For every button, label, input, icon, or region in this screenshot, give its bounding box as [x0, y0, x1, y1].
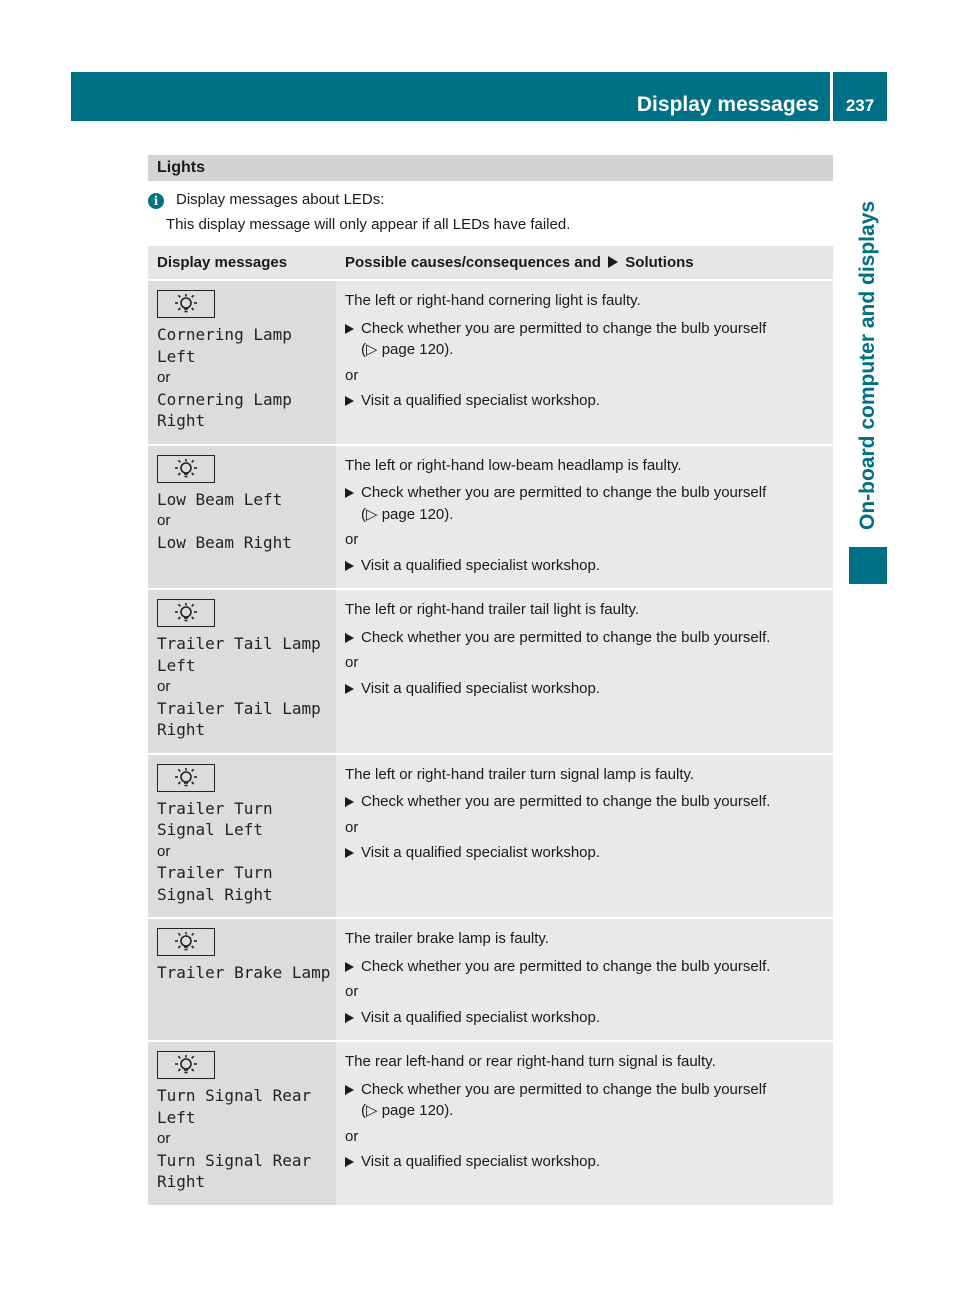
side-tab-marker: [849, 547, 887, 584]
display-message-primary: Low Beam Left: [157, 489, 283, 509]
solution-step: [345, 390, 833, 412]
table-row: [148, 280, 833, 445]
step-text: Visit a qualified specialist workshop.: [361, 844, 601, 861]
step-arrow-icon: [345, 561, 354, 571]
step-arrow-icon: [345, 1085, 354, 1095]
bulb-indicator: [157, 764, 215, 792]
or-separator: or: [157, 678, 171, 695]
or-separator: or: [345, 818, 359, 836]
step-text: Visit a qualified specialist workshop.: [361, 556, 601, 574]
display-message-alternate: Low Beam Right: [157, 532, 292, 552]
step-text: Visit a qualified specialist workshop.: [361, 1153, 601, 1170]
solution-step: [345, 1079, 833, 1122]
causes-solutions-cell: [336, 589, 833, 754]
display-message-cell: [148, 589, 336, 754]
step-arrow-icon: [345, 1157, 354, 1167]
step-arrow-icon: [345, 848, 354, 858]
step-arrow-icon: [345, 684, 354, 694]
display-message-cell: [148, 445, 336, 590]
table-row: [148, 589, 833, 754]
solution-step: [345, 956, 833, 978]
or-separator: or: [345, 531, 359, 548]
bulb-icon: [173, 602, 199, 624]
solution-step: [345, 791, 833, 813]
causes-solutions-cell: [336, 918, 833, 1041]
arrow-icon: [608, 256, 618, 268]
step-text: Check whether you are permitted to change the bulb yourself.: [361, 957, 771, 975]
step-text: Check whether you are permitted to change the bulb yourself: [361, 1080, 767, 1098]
info-note: This display message will only appear if all LEDs have failed.: [166, 216, 571, 233]
step-text: Check whether you are permitted to change the bulb yourself: [361, 319, 767, 337]
cause-text: The left or right-hand trailer tail light is faulty.: [345, 601, 640, 618]
display-message-alternate: Trailer Turn Signal Right: [157, 863, 273, 904]
solution-step: [345, 678, 833, 700]
step-text: Visit a qualified specialist workshop.: [361, 1008, 601, 1026]
display-message-cell: [148, 280, 336, 445]
display-message-primary: Turn Signal Rear Left: [157, 1086, 312, 1127]
solution-step: [345, 318, 833, 361]
bulb-indicator: [157, 455, 215, 483]
side-tab-label: On-board computer and displays: [856, 200, 879, 530]
step-text: Check whether you are permitted to change the bulb yourself.: [361, 628, 771, 646]
step-arrow-icon: [345, 396, 354, 406]
display-message-cell: [148, 1041, 336, 1206]
col-header-causes: Possible causes/consequences and: [345, 254, 601, 271]
step-arrow-icon: [345, 633, 354, 643]
step-text: Visit a qualified specialist workshop.: [361, 679, 601, 697]
page-reference: (▷ page 120).: [361, 505, 454, 523]
cause-text: The trailer brake lamp is faulty.: [345, 930, 549, 947]
step-arrow-icon: [345, 488, 354, 498]
display-message-primary: Trailer Brake Lamp: [157, 963, 331, 982]
solution-step: [345, 1151, 833, 1173]
solution-step: [345, 555, 833, 577]
side-tab: [848, 170, 888, 535]
info-icon: i: [148, 193, 164, 209]
bulb-indicator: [157, 290, 215, 318]
solution-step: [345, 842, 833, 864]
table-row: [148, 918, 833, 1041]
or-separator: or: [157, 512, 171, 529]
step-arrow-icon: [345, 1013, 354, 1023]
display-message-cell: [148, 754, 336, 919]
messages-table: [148, 246, 833, 1207]
bulb-indicator: [157, 928, 215, 956]
table-row: [148, 1041, 833, 1206]
or-separator: or: [345, 1127, 359, 1145]
page-reference: (▷ page 120).: [361, 341, 454, 358]
step-text: Check whether you are permitted to change the bulb yourself: [361, 484, 767, 501]
bulb-icon: [173, 931, 199, 953]
step-text: Visit a qualified specialist workshop.: [361, 392, 601, 409]
table-row: [148, 445, 833, 590]
causes-solutions-cell: [336, 1041, 833, 1206]
display-message-primary: Trailer Turn Signal Left: [157, 798, 273, 839]
section-title: Lights: [148, 155, 833, 181]
table-row: [148, 754, 833, 919]
or-separator: or: [345, 366, 359, 384]
cause-text: The left or right-hand trailer turn signal lamp is faulty.: [345, 765, 695, 783]
bulb-indicator: [157, 599, 215, 627]
cause-text: The rear left-hand or rear right-hand turn signal is faulty.: [345, 1053, 716, 1070]
or-separator: or: [157, 1130, 171, 1147]
or-separator: or: [345, 654, 359, 671]
page-header: [71, 72, 887, 121]
display-message-alternate: Trailer Tail Lamp Right: [157, 698, 321, 739]
causes-solutions-cell: [336, 445, 833, 590]
display-message-primary: Cornering Lamp Left: [157, 325, 292, 366]
col-header-display-messages: Display messages: [148, 246, 336, 280]
step-arrow-icon: [345, 797, 354, 807]
page-reference: (▷ page 120).: [361, 1102, 454, 1119]
display-message-cell: [148, 918, 336, 1041]
solution-step: [345, 482, 833, 525]
or-separator: or: [157, 842, 171, 860]
header-title: Display messages: [636, 93, 819, 116]
cause-text: The left or right-hand low-beam headlamp is faulty.: [345, 456, 682, 474]
step-text: Check whether you are permitted to change the bulb yourself.: [361, 793, 771, 810]
bulb-icon: [173, 767, 199, 789]
step-arrow-icon: [345, 962, 354, 972]
bulb-icon: [173, 1054, 199, 1076]
display-message-alternate: Turn Signal Rear Right: [157, 1150, 312, 1191]
causes-solutions-cell: [336, 280, 833, 445]
step-arrow-icon: [345, 324, 354, 334]
bulb-indicator: [157, 1051, 215, 1079]
info-text: Display messages about LEDs:: [176, 191, 385, 208]
display-message-primary: Trailer Tail Lamp Left: [157, 634, 321, 675]
col-header-causes-solutions: [336, 246, 833, 280]
table-header-row: [148, 246, 833, 280]
causes-solutions-cell: [336, 754, 833, 919]
solution-step: [345, 1007, 833, 1029]
or-separator: or: [345, 983, 359, 1000]
or-separator: or: [157, 369, 171, 386]
solution-step: [345, 627, 833, 649]
col-header-solutions: Solutions: [625, 254, 694, 271]
bulb-icon: [173, 293, 199, 315]
page-number: 237: [845, 96, 875, 115]
bulb-icon: [173, 458, 199, 480]
cause-text: The left or right-hand cornering light is faulty.: [345, 292, 641, 309]
display-message-alternate: Cornering Lamp Right: [157, 389, 292, 430]
